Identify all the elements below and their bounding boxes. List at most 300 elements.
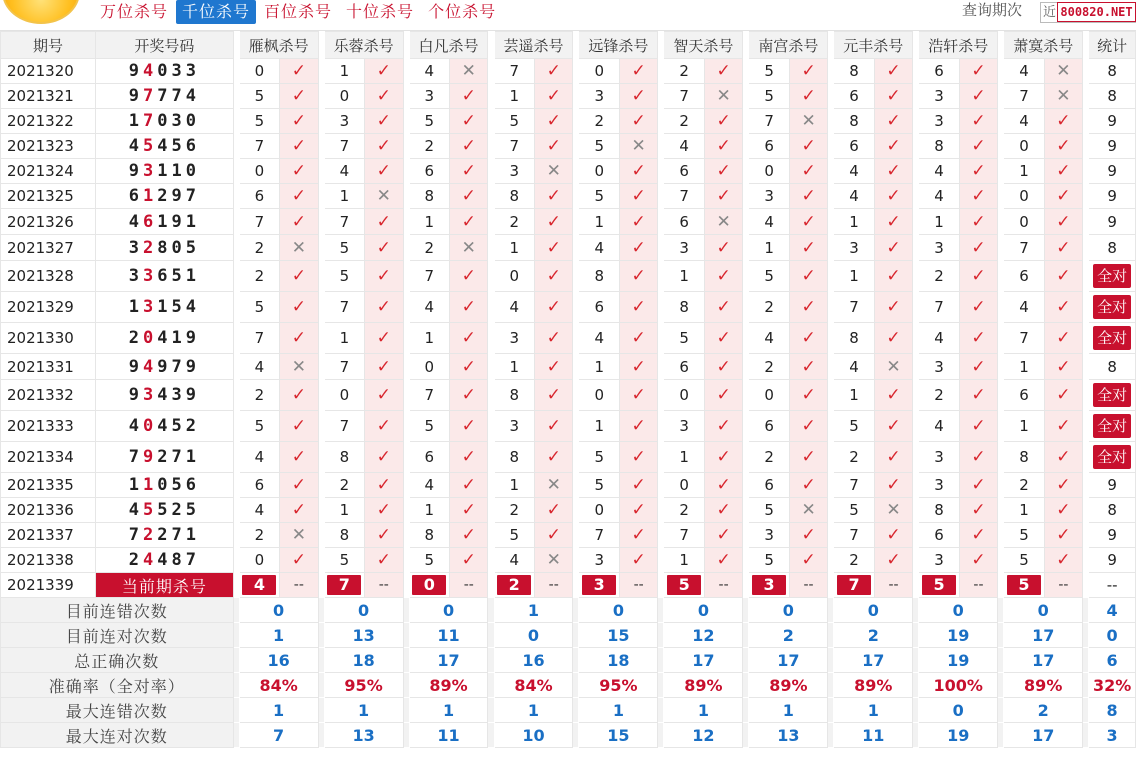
table-row (1, 209, 1136, 235)
draw-digit: 9 (142, 447, 158, 467)
check-mark: ✓ (1056, 161, 1071, 181)
check-mark: ✓ (971, 416, 986, 436)
check-mark: ✓ (801, 136, 816, 156)
kill-number: 2 (239, 380, 279, 411)
header-expert: 元丰杀号 (834, 32, 913, 59)
kill-number: 8 (494, 380, 534, 411)
kill-number: 4 (834, 184, 874, 209)
header-expert: 乐蓉杀号 (324, 32, 403, 59)
cross-mark: ✕ (461, 237, 476, 258)
cross-icon (280, 235, 318, 261)
pending-mark: -- (874, 573, 912, 598)
summary-value: 0 (1089, 623, 1136, 648)
kill-number: 8 (494, 442, 534, 473)
stat-cell: 9 (1089, 109, 1136, 134)
check-icon (704, 184, 742, 209)
cross-icon (534, 548, 572, 573)
check-mark: ✓ (546, 86, 561, 106)
cross-mark: ✕ (546, 550, 561, 570)
tab-3[interactable]: 百位杀号 (264, 2, 333, 21)
kill-number: 0 (239, 548, 279, 573)
check-icon (365, 498, 403, 523)
cross-icon (365, 184, 403, 209)
check-icon (704, 292, 742, 323)
check-mark: ✓ (971, 61, 986, 81)
check-mark: ✓ (631, 266, 646, 286)
summary-value: 89% (409, 673, 488, 698)
kill-number: 2 (834, 442, 874, 473)
draw-digit: 2 (142, 237, 158, 258)
table-row (1, 548, 1136, 573)
draw-digit: 8 (171, 550, 186, 570)
summary-value: 0 (664, 598, 743, 623)
draw-digit: 6 (157, 266, 172, 286)
check-mark: ✓ (716, 161, 731, 181)
check-icon (959, 442, 997, 473)
kill-number: 5 (239, 292, 279, 323)
check-mark: ✓ (1056, 475, 1071, 495)
check-mark: ✓ (376, 447, 391, 467)
check-icon (789, 235, 827, 261)
check-icon (959, 209, 997, 235)
kill-number: 0 (239, 159, 279, 184)
check-mark: ✓ (291, 86, 306, 106)
check-mark: ✓ (631, 237, 646, 258)
check-icon (619, 59, 657, 84)
kill-number: 7 (324, 354, 364, 380)
check-mark: ✓ (631, 475, 646, 495)
cross-icon (1044, 59, 1082, 84)
draw-digit: 2 (142, 525, 158, 545)
check-icon (789, 411, 827, 442)
kill-number: 3 (664, 411, 704, 442)
check-icon (959, 292, 997, 323)
tab-2[interactable]: 千位杀号 (176, 0, 256, 24)
check-mark: ✓ (716, 500, 731, 520)
check-mark: ✓ (376, 500, 391, 520)
draw-number (96, 442, 234, 473)
check-mark: ✓ (716, 136, 731, 156)
check-icon (959, 323, 997, 354)
cross-icon (450, 235, 488, 261)
summary-value: 89% (664, 673, 743, 698)
check-icon (959, 498, 997, 523)
check-mark: ✓ (971, 136, 986, 156)
cross-icon (874, 354, 912, 380)
check-mark: ✓ (376, 266, 391, 286)
check-mark: ✓ (716, 447, 731, 467)
check-icon (874, 109, 912, 134)
check-icon (365, 209, 403, 235)
check-icon (959, 354, 997, 380)
check-icon (365, 261, 403, 292)
stat-cell: 8 (1089, 354, 1136, 380)
draw-digit: 2 (171, 500, 186, 520)
check-mark: ✓ (546, 447, 561, 467)
check-mark: ✓ (291, 416, 306, 436)
draw-digit: 7 (171, 86, 186, 106)
kill-number: 5 (324, 235, 364, 261)
kill-number: 3 (494, 411, 534, 442)
draw-digit: 3 (128, 237, 143, 258)
draw-digit: 9 (171, 211, 186, 232)
cross-icon (280, 354, 318, 380)
kill-number: 2 (834, 548, 874, 573)
kill-number: 6 (239, 473, 279, 498)
kill-number: 5 (324, 548, 364, 573)
summary-value: 11 (409, 723, 488, 748)
logo-icon (2, 0, 80, 24)
kill-number: 7 (834, 473, 874, 498)
check-icon (534, 442, 572, 473)
draw-digit: 1 (128, 111, 143, 131)
check-mark: ✓ (971, 186, 986, 206)
draw-number (96, 323, 234, 354)
kill-number: 5 (579, 442, 619, 473)
query-period-select[interactable]: 近 (1040, 2, 1136, 23)
check-icon (280, 84, 318, 109)
kill-number: 5 (579, 184, 619, 209)
check-mark: ✓ (291, 161, 306, 181)
check-icon (450, 209, 488, 235)
kill-number: 4 (239, 442, 279, 473)
kill-number: 2 (919, 380, 959, 411)
check-mark: ✓ (886, 237, 901, 258)
check-icon (1044, 380, 1082, 411)
check-icon (619, 323, 657, 354)
draw-digit: 1 (185, 525, 200, 545)
tab-1[interactable]: 万位杀号 (100, 2, 169, 21)
summary-row (1, 673, 1136, 698)
check-icon (704, 548, 742, 573)
kill-number: 6 (664, 354, 704, 380)
draw-digit: 5 (171, 297, 186, 317)
draw-digit: 6 (142, 211, 158, 232)
check-icon (280, 209, 318, 235)
kill-number: 7 (664, 523, 704, 548)
check-mark: ✓ (801, 161, 816, 181)
check-mark: ✓ (376, 525, 391, 545)
check-mark: ✓ (631, 550, 646, 570)
kill-number: 5 (664, 323, 704, 354)
draw-number (96, 292, 234, 323)
check-mark: ✓ (886, 447, 901, 467)
check-mark: ✓ (1056, 328, 1071, 348)
kill-number: 4 (919, 184, 959, 209)
kill-number: 5 (749, 548, 789, 573)
summary-value: 3 (1089, 723, 1136, 748)
current-kill-badge: 7 (837, 575, 871, 595)
summary-value: 0 (409, 598, 488, 623)
draw-digit: 4 (142, 61, 158, 81)
check-icon (450, 523, 488, 548)
draw-digit: 1 (157, 161, 172, 181)
kill-number: 5 (409, 411, 449, 442)
kill-number: 6 (834, 84, 874, 109)
summary-value: 6 (1089, 648, 1136, 673)
check-mark: ✓ (546, 356, 561, 377)
check-mark: ✓ (461, 328, 476, 348)
kill-number: 7 (834, 523, 874, 548)
summary-value: 7 (239, 723, 318, 748)
check-mark: ✓ (801, 385, 816, 405)
table-row (1, 323, 1136, 354)
summary-value: 17 (834, 648, 913, 673)
kill-number: 5 (579, 134, 619, 159)
kill-number: 2 (664, 109, 704, 134)
draw-digit: 5 (171, 136, 186, 156)
draw-digit: 6 (185, 475, 200, 495)
check-mark: ✓ (631, 356, 646, 377)
draw-digit: 7 (185, 186, 200, 206)
all-correct-badge: 全对 (1093, 295, 1131, 319)
kill-number: 5 (494, 109, 534, 134)
summary-value: 8 (1089, 698, 1136, 723)
kill-number: 1 (494, 235, 534, 261)
kill-number: 5 (239, 84, 279, 109)
check-mark: ✓ (886, 86, 901, 106)
current-kill-badge: 7 (327, 575, 361, 595)
draw-digit: 1 (157, 211, 172, 232)
summary-value: 11 (409, 623, 488, 648)
kill-number: 1 (664, 548, 704, 573)
draw-digit: 1 (185, 447, 200, 467)
check-mark: ✓ (971, 385, 986, 405)
check-mark: ✓ (461, 475, 476, 495)
draw-digit: 3 (128, 266, 143, 286)
check-icon (619, 235, 657, 261)
check-icon (534, 498, 572, 523)
current-stat: -- (1089, 573, 1136, 598)
kill-number: 3 (919, 84, 959, 109)
check-icon (789, 523, 827, 548)
kill-number: 2 (749, 442, 789, 473)
check-icon (534, 235, 572, 261)
kill-number: 0 (324, 84, 364, 109)
kill-number: 7 (324, 134, 364, 159)
check-icon (1044, 292, 1082, 323)
draw-digit: 4 (128, 416, 143, 436)
tab-5[interactable]: 个位杀号 (428, 2, 497, 21)
check-mark: ✓ (801, 328, 816, 348)
check-icon (280, 109, 318, 134)
kill-number: 5 (324, 261, 364, 292)
check-mark: ✓ (716, 525, 731, 545)
check-icon (874, 235, 912, 261)
table-row (1, 411, 1136, 442)
check-mark: ✓ (801, 297, 816, 317)
current-kill-number (409, 573, 449, 598)
draw-digit: 1 (185, 211, 200, 232)
tab-4[interactable]: 十位杀号 (346, 2, 415, 21)
kill-number: 6 (749, 411, 789, 442)
kill-number: 7 (1004, 84, 1044, 109)
check-mark: ✓ (886, 136, 901, 156)
draw-number (96, 235, 234, 261)
check-mark: ✓ (971, 211, 986, 232)
draw-number (96, 498, 234, 523)
summary-value: 1 (749, 698, 828, 723)
check-icon (959, 473, 997, 498)
kill-number: 4 (664, 134, 704, 159)
top-bar (0, 0, 1136, 31)
period-cell: 2021326 (1, 209, 96, 235)
pending-mark: -- (789, 573, 827, 598)
check-icon (280, 548, 318, 573)
check-mark: ✓ (801, 61, 816, 81)
check-mark: ✓ (716, 328, 731, 348)
kill-number: 3 (579, 84, 619, 109)
check-icon (450, 473, 488, 498)
period-cell: 2021329 (1, 292, 96, 323)
check-icon (619, 442, 657, 473)
summary-value: 15 (579, 723, 658, 748)
period-cell: 2021323 (1, 134, 96, 159)
kill-number: 5 (834, 498, 874, 523)
check-mark: ✓ (376, 550, 391, 570)
draw-number (96, 109, 234, 134)
kill-number: 7 (749, 109, 789, 134)
check-icon (874, 411, 912, 442)
cross-mark: ✕ (291, 237, 306, 258)
cross-icon (534, 473, 572, 498)
check-mark: ✓ (631, 447, 646, 467)
check-mark: ✓ (886, 297, 901, 317)
summary-value: 18 (579, 648, 658, 673)
draw-number (96, 473, 234, 498)
draw-digit: 4 (128, 211, 143, 232)
check-mark: ✓ (376, 385, 391, 405)
all-correct-badge: 全对 (1093, 264, 1131, 288)
all-correct-badge: 全对 (1093, 414, 1131, 438)
draw-number (96, 184, 234, 209)
check-mark: ✓ (716, 356, 731, 377)
check-icon (365, 380, 403, 411)
summary-value: 17 (409, 648, 488, 673)
check-icon (874, 84, 912, 109)
period-cell: 2021320 (1, 59, 96, 84)
check-icon (789, 209, 827, 235)
summary-value: 19 (919, 648, 998, 673)
draw-number (96, 380, 234, 411)
check-icon (365, 548, 403, 573)
period-cell: 2021335 (1, 473, 96, 498)
check-icon (789, 84, 827, 109)
draw-digit: 4 (157, 136, 172, 156)
check-icon (789, 134, 827, 159)
summary-value: 19 (919, 623, 998, 648)
check-icon (365, 292, 403, 323)
kill-number: 2 (239, 261, 279, 292)
kill-number: 1 (324, 323, 364, 354)
check-icon (280, 159, 318, 184)
draw-digit: 2 (185, 416, 200, 436)
summary-label: 最大连对次数 (1, 723, 234, 748)
kill-number: 8 (409, 523, 449, 548)
all-correct-badge: 全对 (1093, 326, 1131, 350)
kill-number: 2 (239, 235, 279, 261)
draw-digit: 7 (171, 525, 186, 545)
check-icon (534, 292, 572, 323)
check-icon (450, 323, 488, 354)
summary-label: 最大连错次数 (1, 698, 234, 723)
kill-number: 0 (1004, 184, 1044, 209)
table-row (1, 84, 1136, 109)
draw-digit: 1 (171, 328, 186, 348)
check-mark: ✓ (971, 500, 986, 520)
kill-number: 3 (409, 84, 449, 109)
check-icon (450, 292, 488, 323)
check-icon (1044, 473, 1082, 498)
kill-number: 3 (579, 548, 619, 573)
current-kill-badge: 3 (582, 575, 616, 595)
check-icon (450, 498, 488, 523)
check-icon (619, 411, 657, 442)
kill-number: 6 (664, 209, 704, 235)
kill-number: 5 (409, 548, 449, 573)
stat-cell (1089, 292, 1136, 323)
current-kill-label: 当前期杀号 (96, 573, 234, 598)
summary-value: 2 (1004, 698, 1083, 723)
check-mark: ✓ (886, 111, 901, 131)
check-icon (874, 292, 912, 323)
kill-number: 6 (1004, 261, 1044, 292)
draw-digit: 3 (142, 266, 158, 286)
check-icon (1044, 442, 1082, 473)
draw-digit: 1 (128, 297, 143, 317)
check-icon (959, 235, 997, 261)
draw-digit: 7 (128, 525, 143, 545)
kill-number: 0 (1004, 209, 1044, 235)
cross-mark: ✕ (291, 356, 306, 377)
check-mark: ✓ (291, 297, 306, 317)
check-mark: ✓ (461, 550, 476, 570)
summary-value: 1 (494, 698, 573, 723)
check-icon (704, 261, 742, 292)
kill-number: 6 (749, 134, 789, 159)
kill-number: 7 (239, 209, 279, 235)
cross-icon (789, 109, 827, 134)
draw-number (96, 159, 234, 184)
check-icon (450, 380, 488, 411)
kill-number: 5 (749, 498, 789, 523)
check-icon (534, 209, 572, 235)
check-icon (1044, 323, 1082, 354)
check-icon (619, 84, 657, 109)
cross-mark: ✕ (886, 500, 901, 520)
check-icon (450, 354, 488, 380)
check-mark: ✓ (376, 297, 391, 317)
summary-value: 95% (324, 673, 403, 698)
draw-digit: 4 (185, 86, 200, 106)
draw-digit: 4 (185, 297, 200, 317)
table-row (1, 380, 1136, 411)
check-mark: ✓ (1056, 111, 1071, 131)
kill-number: 8 (834, 59, 874, 84)
kill-number: 7 (494, 134, 534, 159)
check-icon (789, 354, 827, 380)
cross-icon (619, 134, 657, 159)
check-mark: ✓ (461, 525, 476, 545)
draw-digit: 1 (142, 186, 158, 206)
check-icon (789, 159, 827, 184)
check-icon (704, 235, 742, 261)
draw-digit: 2 (128, 328, 143, 348)
table-row (1, 473, 1136, 498)
cross-mark: ✕ (886, 356, 901, 377)
check-icon (534, 380, 572, 411)
header-expert: 南宫杀号 (749, 32, 828, 59)
